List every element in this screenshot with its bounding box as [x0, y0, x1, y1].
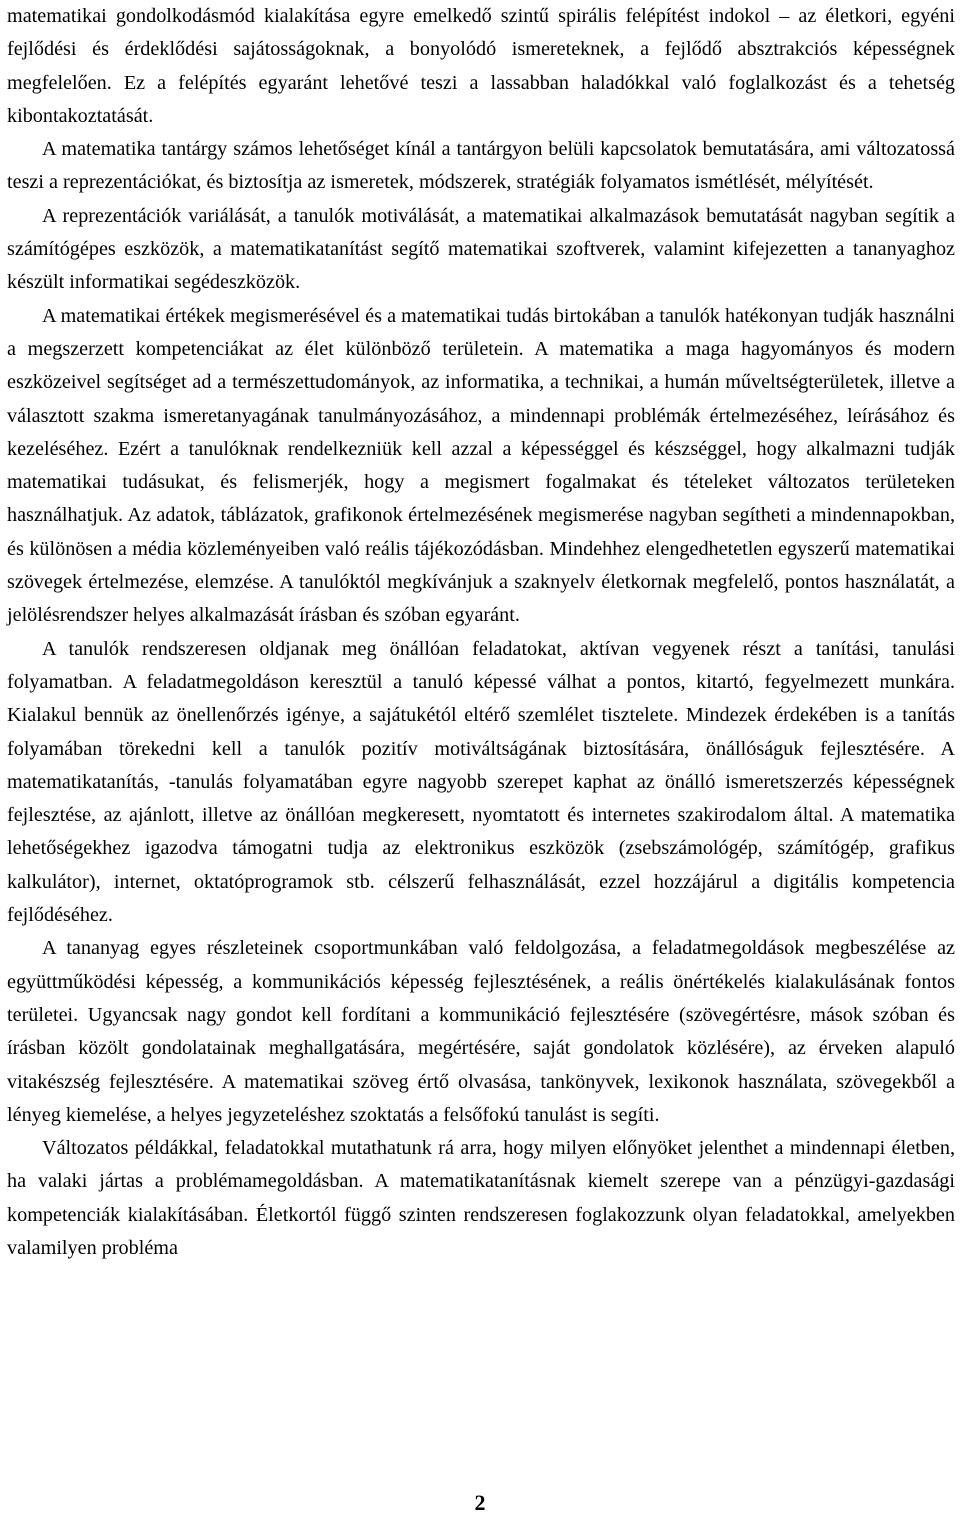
paragraph-everyday-examples: Változatos példákkal, feladatokkal mutathatunk rá arra, hogy milyen előnyöket jelenthet a mindennapi életben, ha valaki jártas a problémamegoldásban. A matematikatanításnak kiemelt szerepe van a pénzügyi-gazdasági kompetenciák kialakításában. Életkortól függő szinten rendszeresen foglakozzunk olyan feladatokkal, amelyekben valamilyen probléma: [7, 1137, 955, 1259]
paragraph-mathematical-values: A matematikai értékek megismerésével és a matematikai tudás birtokában a tanulók hatékonyan tudják használni a megszerzett kompetenciákat az élet különböző területein. A matematika a maga hagyományos és modern eszközeivel segítséget ad a természettudományok, az informatika, a technikai, a humán műveltségterületek, illetve a választott szakma ismeretanyagának tanulmányozásához, a mindennapi problémák értelmezéséhez, leírásához és kezeléséhez. Ezért a tanulóknak rendelkezniük kell azzal a képességgel és készséggel, hogy alkalmazni tudják matematikai tudásukat, és felismerjék, hogy a megismert fogalmakat és tételeket változatos területeken használhatjuk. Az adatok, táblázatok, grafikonok értelmezésének megismerése nagyban segítheti a mindennapokban, és különösen a média közleményeiben való reális tájékozódásban. Mindehhez elengedhetetlen egyszerű matematikai szövegek értelmezése, elemzése. A tanulóktól megkívánjuk a szaknyelv életkornak megfelelő, pontos használatát, a jelölésrendszer helyes alkalmazását írásban és szóban egyaránt.: [7, 304, 955, 627]
page-number: 2: [474, 1490, 486, 1515]
document-body: [7, 0, 955, 1265]
paragraph-representations: A reprezentációk variálását, a tanulók motiválását, a matematikai alkalmazások bemutatását nagyban segítik a számítógépes eszközök, a matematikatanítást segítő matematikai szoftverek, valamint kifejezetten a tananyaghoz készült informatikai segédeszközök.: [7, 204, 955, 294]
paragraph-group-work: A tananyag egyes részleteinek csoportmunkában való feldolgozása, a feladatmegoldások megbeszélése az együttműködési képesség, a kommunikációs képesség fejlesztésének, a reális önértékelés kialakulásának fontos területei. Ugyancsak nagy gondot kell fordítani a kommunikáció fejlesztésére (szövegértésre, mások szóban és írásban közölt gondolatainak meghallgatására, megértésére, saját gondolatok közlésére), az érveken alapuló vitakészség fejlesztésére. A matematikai szöveg értő olvasása, tankönyvek, lexikonok használata, szövegekből a lényeg kiemelése, a helyes jegyzeteléshez szoktatás a felsőfokú tanulást is segíti.: [7, 937, 955, 1126]
paragraph-subject-connections: A matematika tantárgy számos lehetőséget kínál a tantárgyon belüli kapcsolatok bemutatására, ami változatossá teszi a reprezentációkat, és biztosítja az ismeretek, módszerek, stratégiák folyamatos ismétlését, mélyítését.: [7, 138, 955, 194]
paragraph-continuation: matematikai gondolkodásmód kialakítása egyre emelkedő szintű spirális felépítést indokol – az életkori, egyéni fejlődési és érdeklődési sajátosságoknak, a bonyolódó ismereteknek, a fejlődő absztrakciós képességnek megfelelően. Ez a felépítés egyaránt lehetővé teszi a lassabban haladókkal való foglalkozást és a tehetség kibontakoztatását.: [7, 5, 955, 127]
paragraph-independent-work: A tanulók rendszeresen oldjanak meg önállóan feladatokat, aktívan vegyenek részt a tanítási, tanulási folyamatban. A feladatmegoldáson keresztül a tanuló képessé válhat a pontos, kitartó, fegyelmezett munkára. Kialakul bennük az önellenőrzés igénye, a sajátukétól eltérő szemlélet tisztelete. Mindezek érdekében is a tanítás folyamában törekedni kell a tanulók pozitív motiváltságának biztosítására, önállóságuk fejlesztésére. A matematikatanítás, -tanulás folyamatában egyre nagyobb szerepet kaphat az önálló ismeretszerzés képességnek fejlesztése, az ajánlott, illetve az önállóan megkeresett, nyomtatott és internetes szakirodalom által. A matematika lehetőségekhez igazodva támogatni tudja az elektronikus eszközök (zsebszámológép, számítógép, grafikus kalkulátor), internet, oktatóprogramok stb. célszerű felhasználását, ezzel hozzájárul a digitális kompetencia fejlődéséhez.: [7, 637, 955, 927]
